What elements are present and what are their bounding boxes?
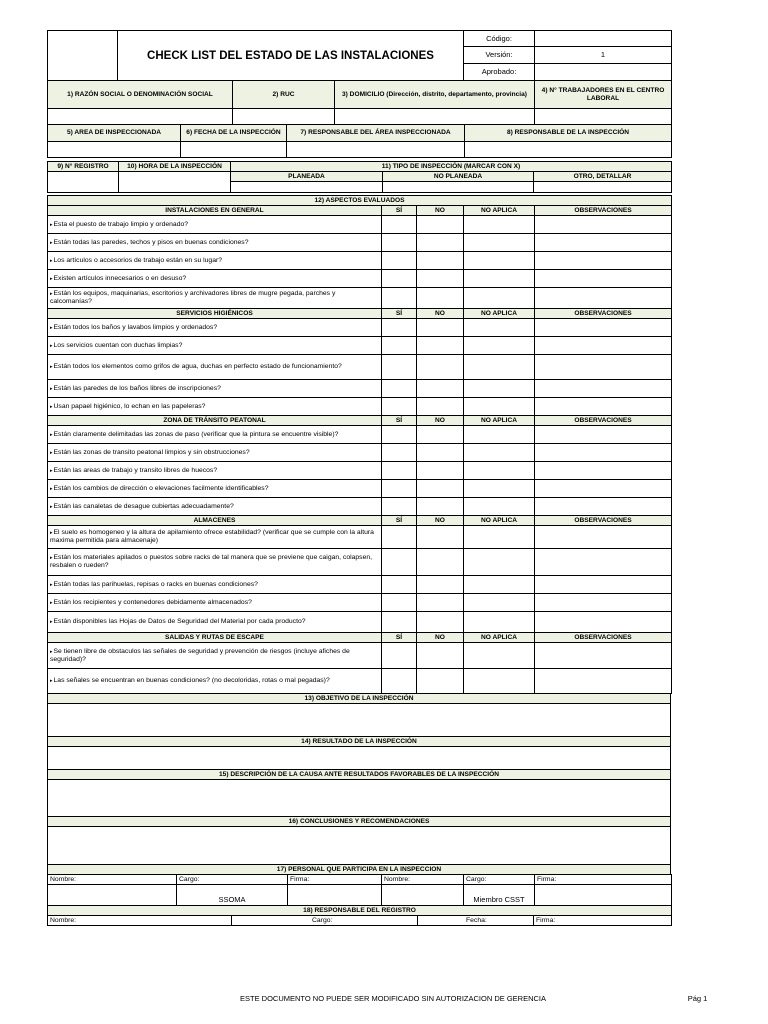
answer-si-cell[interactable]	[382, 355, 417, 380]
answer-no-cell[interactable]	[417, 288, 464, 309]
area-header: 5) AREA DE INSPECCIONADA	[48, 125, 181, 142]
answer-no-aplica-cell[interactable]	[464, 498, 535, 516]
answer-si-cell[interactable]	[382, 380, 417, 398]
answer-no-cell[interactable]	[417, 319, 464, 337]
col-no: NO	[417, 416, 464, 426]
conclusiones-header: 16) CONCLUSIONES Y RECOMENDACIONES	[48, 817, 671, 827]
col-no-aplica: NO APLICA	[464, 516, 535, 526]
company-table	[47, 80, 672, 125]
aspectos-table	[47, 195, 672, 694]
col-no: NO	[417, 206, 464, 216]
personal-cargo-label-2: Cargo:	[464, 875, 535, 885]
checklist-question: ▸ Están disponibles las Hojas de Datos de Seguridad del Material por cada producto?	[48, 612, 382, 633]
page-title: CHECK LIST DEL ESTADO DE LAS INSTALACIONES	[118, 31, 464, 81]
registro-nombre-label[interactable]: Nombre:	[48, 916, 232, 926]
answer-no-cell[interactable]	[417, 337, 464, 355]
registro-header: 9) N° REGISTRO	[48, 162, 119, 172]
table-row	[48, 380, 672, 398]
personal-firma-field-1[interactable]	[288, 885, 382, 906]
table-row	[48, 526, 672, 549]
aprobado-label: Aprobado:	[464, 64, 535, 81]
personal-nombre-field-2[interactable]	[382, 885, 464, 906]
otro-header: OTRO, DETALLAR	[534, 172, 672, 182]
answer-no-aplica-cell[interactable]	[464, 643, 535, 669]
col-observaciones: OBSERVACIONES	[535, 206, 672, 216]
checklist-question: ▸ Están los cambios de dirección o elevaciones facilmente identificables?	[48, 480, 382, 498]
responsable-area-field[interactable]	[287, 142, 465, 158]
table-row	[48, 398, 672, 416]
answer-si-cell[interactable]	[382, 612, 417, 633]
area-field[interactable]	[48, 142, 181, 158]
razon-social-field[interactable]	[48, 109, 233, 125]
conclusiones-field[interactable]	[48, 827, 671, 865]
codigo-value[interactable]	[535, 31, 672, 47]
table-row	[48, 612, 672, 633]
checklist-question: ▸ Se tienen libre de obstaculos las señales de seguridad y prevención de riesgos (incluye afiches de seguridad)?	[48, 643, 382, 669]
observaciones-cell[interactable]	[535, 252, 672, 270]
answer-si-cell[interactable]	[382, 643, 417, 669]
footer-notice: ESTE DOCUMENTO NO PUEDE SER MODIFICADO SIN AUTORIZACION DE GERENCIA	[240, 994, 546, 1003]
answer-no-cell[interactable]	[417, 549, 464, 576]
registro-fecha-label[interactable]: Fecha:	[418, 916, 534, 926]
col-si: SÍ	[382, 309, 417, 319]
answer-no-cell[interactable]	[417, 498, 464, 516]
observaciones-cell[interactable]	[535, 398, 672, 416]
col-observaciones: OBSERVACIONES	[535, 516, 672, 526]
answer-no-cell[interactable]	[417, 252, 464, 270]
header-table	[47, 30, 672, 81]
codigo-label: Código:	[464, 31, 535, 47]
registro-table	[47, 161, 672, 193]
checklist-question: ▸ Esta el puesto de trabajo limpio y ordenado?	[48, 216, 382, 234]
observaciones-cell[interactable]	[535, 234, 672, 252]
observaciones-cell[interactable]	[535, 480, 672, 498]
personal-nombre-field-1[interactable]	[48, 885, 177, 906]
hora-header: 10) HORA DE LA INSPECCIÓN	[119, 162, 231, 172]
table-row	[48, 337, 672, 355]
personal-firma-label-1: Firma:	[288, 875, 382, 885]
answer-no-aplica-cell[interactable]	[464, 594, 535, 612]
responsable-registro-header: 18) RESPONSABLE DEL REGISTRO	[48, 906, 672, 916]
answer-no-aplica-cell[interactable]	[464, 319, 535, 337]
answer-no-aplica-cell[interactable]	[464, 444, 535, 462]
table-row	[48, 216, 672, 234]
col-si: SÍ	[382, 516, 417, 526]
registro-firma-label[interactable]: Firma:	[534, 916, 672, 926]
answer-no-cell[interactable]	[417, 612, 464, 633]
answer-no-cell[interactable]	[417, 398, 464, 416]
answer-si-cell[interactable]	[382, 594, 417, 612]
razon-social-header: 1) RAZÓN SOCIAL O DENOMINACIÓN SOCIAL	[48, 81, 233, 109]
observaciones-cell[interactable]	[535, 576, 672, 594]
answer-no-aplica-cell[interactable]	[464, 288, 535, 309]
answer-si-cell[interactable]	[382, 498, 417, 516]
personal-cargo-label-1: Cargo:	[177, 875, 288, 885]
table-row	[48, 234, 672, 252]
table-row	[48, 355, 672, 380]
answer-no-cell[interactable]	[417, 526, 464, 549]
observaciones-cell[interactable]	[535, 426, 672, 444]
tipo-inspeccion-header: 11) TIPO DE INSPECCIÓN (MARCAR CON X)	[231, 162, 672, 172]
checklist-question: ▸ Están claramente delimitadas las zonas de paso (verificar que la pintura se encuentre visible)?	[48, 426, 382, 444]
conclusions-table	[47, 693, 671, 875]
answer-si-cell[interactable]	[382, 480, 417, 498]
group-header: SALIDAS Y RUTAS DE ESCAPE	[48, 633, 382, 643]
answer-no-cell[interactable]	[417, 216, 464, 234]
checklist-question: ▸ Están las paredes de los baños libres de inscripciones?	[48, 380, 382, 398]
observaciones-cell[interactable]	[535, 355, 672, 380]
planeada-header: PLANEADA	[231, 172, 383, 182]
group-header: SERVICIOS HIGIÉNICOS	[48, 309, 382, 319]
personal-header: 17) PERSONAL QUE PARTICIPA EN LA INSPECCION	[48, 865, 671, 875]
answer-no-aplica-cell[interactable]	[464, 398, 535, 416]
checklist-question: ▸ Están los equipos, maquinarias, escritorios y archivadores libres de mugre pegada, parches y calcomanías?	[48, 288, 382, 309]
answer-no-cell[interactable]	[417, 669, 464, 694]
observaciones-cell[interactable]	[535, 216, 672, 234]
col-observaciones: OBSERVACIONES	[535, 416, 672, 426]
table-row	[48, 288, 672, 309]
checklist-question: ▸ Las señales se encuentran en buenas condiciones? (no decoloridas, rotas o mal pegadas)?	[48, 669, 382, 694]
version-label: Versión:	[464, 47, 535, 64]
objetivo-field[interactable]	[48, 704, 671, 737]
personal-firma-label-2: Firma:	[535, 875, 672, 885]
table-row	[48, 319, 672, 337]
table-row	[48, 549, 672, 576]
answer-no-aplica-cell[interactable]	[464, 380, 535, 398]
table-row	[48, 252, 672, 270]
footer	[240, 994, 708, 1003]
otro-field[interactable]	[534, 182, 672, 193]
trabajadores-field[interactable]	[535, 109, 672, 125]
answer-no-aplica-cell[interactable]	[464, 576, 535, 594]
answer-no-aplica-cell[interactable]	[464, 252, 535, 270]
answer-si-cell[interactable]	[382, 444, 417, 462]
responsable-area-header: 7) RESPONSABLE DEL ÁREA INSPECCIONADA	[287, 125, 465, 142]
answer-no-aplica-cell[interactable]	[464, 216, 535, 234]
checklist-question: ▸ Están los materiales apilados o puestos sobre racks de tal manera que se previene que caigan, colapsen, resbalen o rueden?	[48, 549, 382, 576]
table-row	[48, 576, 672, 594]
fecha-header: 6) FECHA DE LA INSPECCIÓN	[181, 125, 287, 142]
checklist-question: ▸ Usan papael higiénico, lo echan en las papeleras?	[48, 398, 382, 416]
col-si: SÍ	[382, 416, 417, 426]
table-row	[48, 480, 672, 498]
col-no: NO	[417, 516, 464, 526]
answer-no-cell[interactable]	[417, 480, 464, 498]
checklist-question: ▸ Están las canaletas de desague cubiertas adecuadamente?	[48, 498, 382, 516]
resultado-field[interactable]	[48, 747, 671, 770]
personal-nombre-label-2: Nombre:	[382, 875, 464, 885]
checklist-question: ▸ El suelo es homogeneo y la altura de apilamiento ofrece estabilidad? (verificar que se cumple con la altura maxima permitida para almacenaje)	[48, 526, 382, 549]
col-no: NO	[417, 309, 464, 319]
answer-no-cell[interactable]	[417, 643, 464, 669]
answer-no-cell[interactable]	[417, 444, 464, 462]
answer-no-aplica-cell[interactable]	[464, 612, 535, 633]
answer-no-aplica-cell[interactable]	[464, 270, 535, 288]
answer-no-aplica-cell[interactable]	[464, 234, 535, 252]
answer-no-cell[interactable]	[417, 234, 464, 252]
col-no: NO	[417, 633, 464, 643]
observaciones-cell[interactable]	[535, 444, 672, 462]
personal-firma-field-2[interactable]	[535, 885, 672, 906]
responsable-inspeccion-field[interactable]	[465, 142, 672, 158]
col-observaciones: OBSERVACIONES	[535, 633, 672, 643]
observaciones-cell[interactable]	[535, 594, 672, 612]
planeada-field[interactable]	[231, 182, 383, 193]
observaciones-cell[interactable]	[535, 669, 672, 694]
descripcion-field[interactable]	[48, 780, 671, 817]
col-observaciones: OBSERVACIONES	[535, 309, 672, 319]
answer-si-cell[interactable]	[382, 337, 417, 355]
answer-si-cell[interactable]	[382, 270, 417, 288]
answer-si-cell[interactable]	[382, 526, 417, 549]
group-header: INSTALACIONES EN GENERAL	[48, 206, 382, 216]
checklist-question: ▸ Están todas las paredes, techos y pisos en buenas condiciones?	[48, 234, 382, 252]
ruc-header: 2) RUC	[233, 81, 335, 109]
ruc-field[interactable]	[233, 109, 335, 125]
group-header: ALMACENES	[48, 516, 382, 526]
answer-no-cell[interactable]	[417, 462, 464, 480]
registro-field[interactable]	[48, 172, 119, 193]
checklist-question: ▸ Están todas las parihuelas, repisas o racks en buenas condiciones?	[48, 576, 382, 594]
group-header: ZONA DE TRÁNSITO PEATONAL	[48, 416, 382, 426]
answer-no-aplica-cell[interactable]	[464, 355, 535, 380]
registro-cargo-label[interactable]: Cargo:	[232, 916, 418, 926]
inspection-info-table	[47, 124, 672, 158]
page-number: Pág 1	[687, 994, 708, 1003]
table-row	[48, 594, 672, 612]
answer-no-cell[interactable]	[417, 270, 464, 288]
responsable-inspeccion-header: 8) RESPONSABLE DE LA INSPECCIÓN	[465, 125, 672, 142]
col-si: SÍ	[382, 633, 417, 643]
answer-si-cell[interactable]	[382, 398, 417, 416]
answer-no-aplica-cell[interactable]	[464, 480, 535, 498]
answer-no-aplica-cell[interactable]	[464, 549, 535, 576]
checklist-question: ▸ Existen artículos innecesarios o en desuso?	[48, 270, 382, 288]
table-row	[48, 444, 672, 462]
fecha-field[interactable]	[181, 142, 287, 158]
trabajadores-header: 4) N° TRABAJADORES EN EL CENTRO LABORAL	[535, 81, 672, 109]
answer-no-aplica-cell[interactable]	[464, 526, 535, 549]
checklist-question: ▸ Los artículos o accesorios de trabajo están en su lugar?	[48, 252, 382, 270]
domicilio-field[interactable]	[335, 109, 535, 125]
answer-si-cell[interactable]	[382, 319, 417, 337]
answer-si-cell[interactable]	[382, 549, 417, 576]
observaciones-cell[interactable]	[535, 288, 672, 309]
checklist-question: ▸ Están todos los elementos como grifos de agua, duchas en perfecto estado de funcionamiento?	[48, 355, 382, 380]
personal-nombre-label-1: Nombre:	[48, 875, 177, 885]
table-row	[48, 643, 672, 669]
answer-si-cell[interactable]	[382, 576, 417, 594]
col-no-aplica: NO APLICA	[464, 309, 535, 319]
checklist-question: ▸ Están todos los baños y lavabos limpios y ordenados?	[48, 319, 382, 337]
answer-si-cell[interactable]	[382, 462, 417, 480]
answer-si-cell[interactable]	[382, 216, 417, 234]
observaciones-cell[interactable]	[535, 462, 672, 480]
descripcion-header: 15) DESCRIPCIÓN DE LA CAUSA ANTE RESULTADOS FAVORABLES DE LA INSPECCIÓN	[48, 770, 671, 780]
answer-no-cell[interactable]	[417, 594, 464, 612]
answer-no-aplica-cell[interactable]	[464, 462, 535, 480]
answer-no-aplica-cell[interactable]	[464, 426, 535, 444]
table-row	[48, 462, 672, 480]
observaciones-cell[interactable]	[535, 643, 672, 669]
personal-cargo-field-2[interactable]: Miembro CSST	[464, 885, 535, 906]
answer-si-cell[interactable]	[382, 426, 417, 444]
no-planeada-header: NO PLANEADA	[383, 172, 534, 182]
observaciones-cell[interactable]	[535, 549, 672, 576]
table-row	[48, 426, 672, 444]
table-row	[48, 498, 672, 516]
answer-si-cell[interactable]	[382, 234, 417, 252]
hora-field[interactable]	[119, 172, 231, 193]
answer-no-cell[interactable]	[417, 426, 464, 444]
observaciones-cell[interactable]	[535, 526, 672, 549]
answer-no-aplica-cell[interactable]	[464, 337, 535, 355]
objetivo-header: 13) OBJETIVO DE LA INSPECCIÓN	[48, 694, 671, 704]
resultado-header: 14) RESULTADO DE LA INSPECCIÓN	[48, 737, 671, 747]
answer-no-cell[interactable]	[417, 576, 464, 594]
registro-responsable-table	[47, 905, 672, 926]
observaciones-cell[interactable]	[535, 380, 672, 398]
answer-si-cell[interactable]	[382, 288, 417, 309]
col-no-aplica: NO APLICA	[464, 633, 535, 643]
logo-box	[48, 31, 118, 81]
col-si: SÍ	[382, 206, 417, 216]
table-row	[48, 669, 672, 694]
version-value: 1	[535, 47, 672, 64]
domicilio-header: 3) DOMICILIO (Dirección, distrito, departamento, provincia)	[335, 81, 535, 109]
observaciones-cell[interactable]	[535, 270, 672, 288]
col-no-aplica: NO APLICA	[464, 416, 535, 426]
checklist-question: ▸ Los servicios cuentan con duchas limpias?	[48, 337, 382, 355]
checklist-question: ▸ Están las zonas de transito peatonal limpios y sin obstrucciones?	[48, 444, 382, 462]
answer-si-cell[interactable]	[382, 252, 417, 270]
observaciones-cell[interactable]	[535, 319, 672, 337]
observaciones-cell[interactable]	[535, 498, 672, 516]
answer-no-cell[interactable]	[417, 380, 464, 398]
answer-si-cell[interactable]	[382, 669, 417, 694]
checklist-question: ▸ Están los recipientes y contenedores debidamente almacenados?	[48, 594, 382, 612]
observaciones-cell[interactable]	[535, 612, 672, 633]
answer-no-cell[interactable]	[417, 355, 464, 380]
personal-table	[47, 874, 672, 906]
checklist-sheet	[47, 30, 671, 926]
no-planeada-field[interactable]	[383, 182, 534, 193]
aspectos-header: 12) ASPECTOS EVALUADOS	[48, 196, 672, 206]
answer-no-aplica-cell[interactable]	[464, 669, 535, 694]
col-no-aplica: NO APLICA	[464, 206, 535, 216]
observaciones-cell[interactable]	[535, 337, 672, 355]
checklist-question: ▸ Están las areas de trabajo y transito libres de huecos?	[48, 462, 382, 480]
aprobado-value[interactable]	[535, 64, 672, 81]
personal-cargo-field-1[interactable]: SSOMA	[177, 885, 288, 906]
table-row	[48, 270, 672, 288]
